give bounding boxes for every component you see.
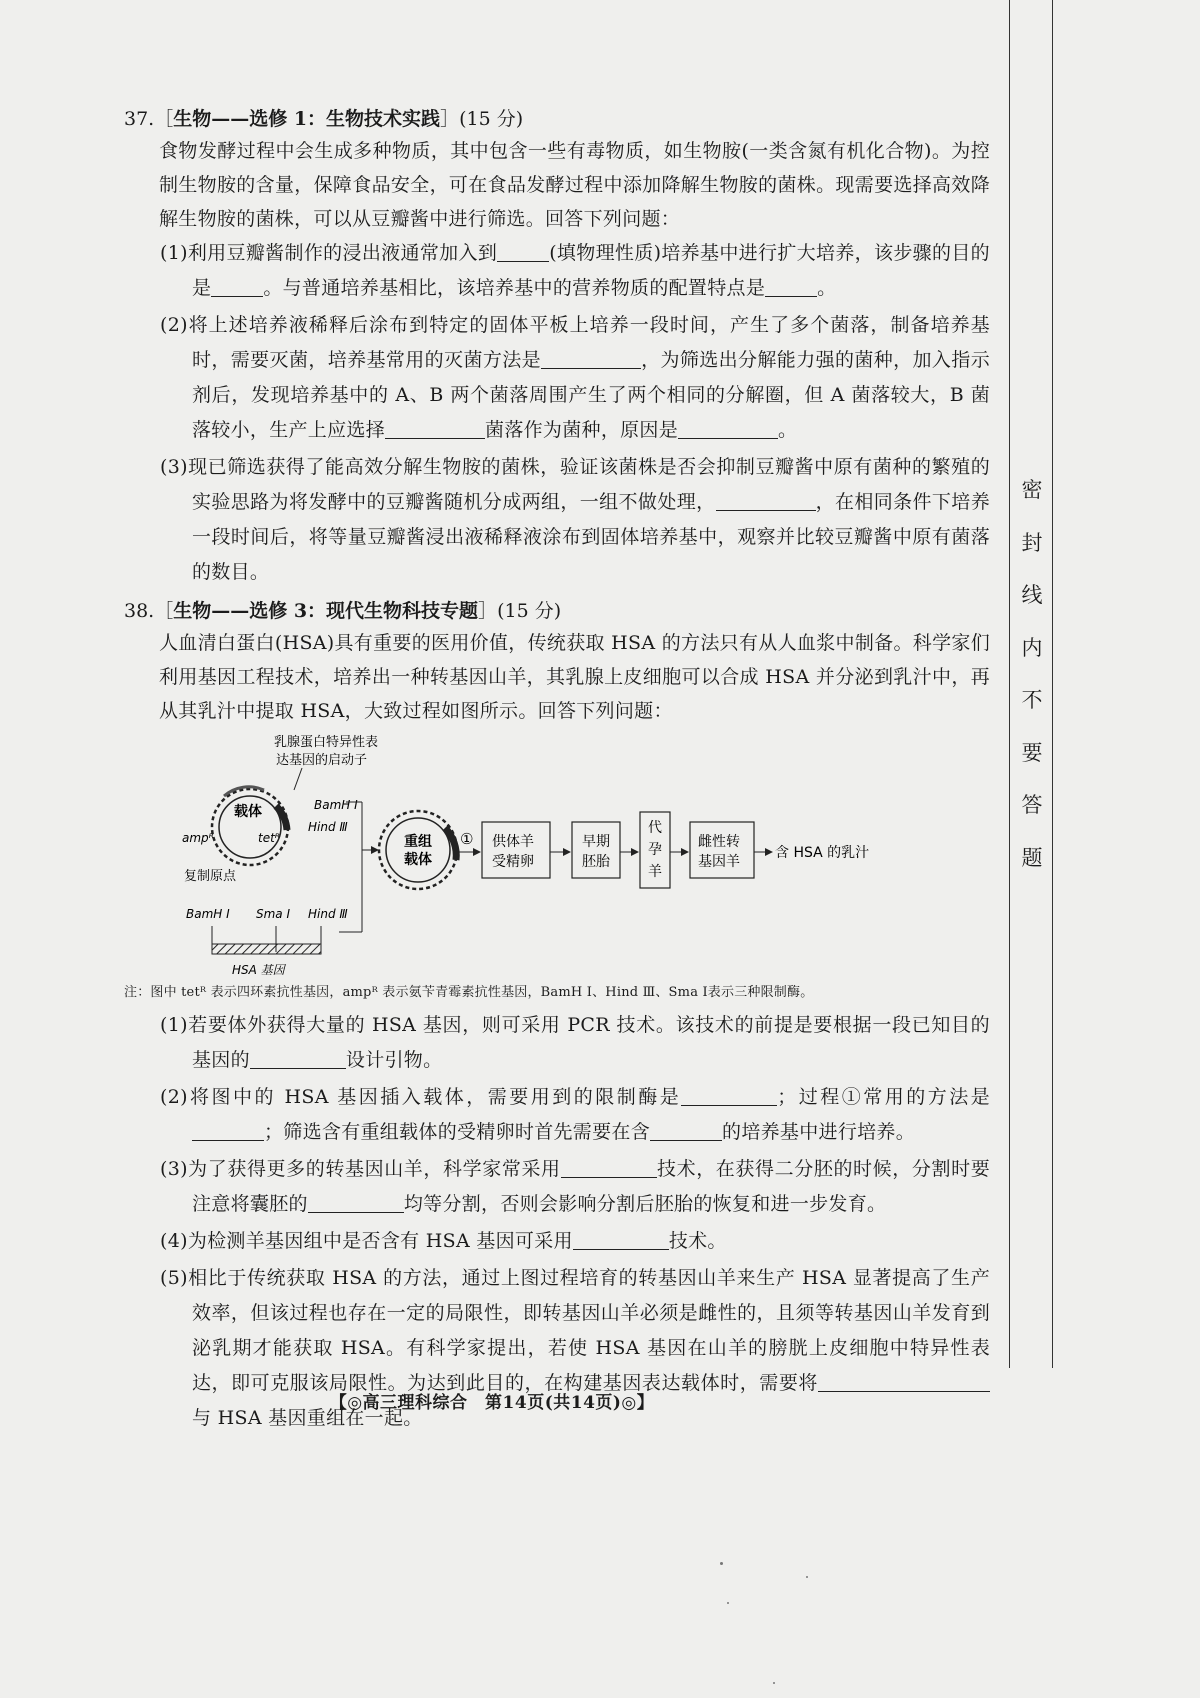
answer-blank[interactable] xyxy=(211,277,263,297)
answer-blank[interactable] xyxy=(308,1193,404,1213)
output-milk-label: 含 HSA 的乳汁 xyxy=(775,845,870,861)
q38-header: 38.［生物——选修 3：现代生物科技专题］(15 分) xyxy=(124,600,562,622)
answer-blank[interactable] xyxy=(716,491,816,511)
q37-sub3: (3)现已筛选获得了能高效分解生物胺的菌株，验证该菌株是否会抑制豆瓣酱中原有菌种的繁殖的实验思路为将发酵中的豆瓣酱随机分成两组，一组不做处理， ，在相同条件下培养一段时间后，将等量豆瓣酱浸出液稀释液涂布到固体培养基中，观察并比较豆瓣酱中原有菌落的数目。 xyxy=(160,456,990,583)
box-surrogate-3: 羊 xyxy=(648,864,662,880)
answer-blank[interactable] xyxy=(650,1121,722,1141)
q38-sub4: (4)为检测羊基因组中是否含有 HSA 基因可采用 技术。 xyxy=(160,1230,727,1252)
q37-intro: 食物发酵过程中会生成多种物质，其中包含一些有毒物质，如生物胺(一类含氮有机化合物)。为控制生物胺的含量，保障食品安全，可在食品发酵过程中添加降解生物胺的菌株。现需要选择高效降解生物胺的菌株，可以从豆瓣酱中进行筛选。回答下列问题： xyxy=(159,140,990,230)
page-footer xyxy=(0,1388,1200,1413)
amp-gene-label: ampᴿ xyxy=(182,831,214,845)
q38-sub1: (1)若要体外获得大量的 HSA 基因，则可采用 PCR 技术。该技术的前提是要根据一段已知目的基因的 设计引物。 xyxy=(160,1014,990,1071)
scan-speck xyxy=(720,1562,723,1565)
box-early-embryo-1: 早期 xyxy=(582,834,610,850)
answer-blank[interactable] xyxy=(765,277,817,297)
promoter-label-2: 达基因的启动子 xyxy=(276,753,368,768)
answer-blank[interactable] xyxy=(192,1121,264,1141)
vector-plasmid xyxy=(212,787,288,865)
gene-bamhi-label: BamH Ⅰ xyxy=(186,907,230,921)
margin-line-left xyxy=(1009,0,1010,1368)
answer-blank[interactable] xyxy=(678,419,778,439)
q38-sub5: (5)相比于传统获取 HSA 的方法，通过上图过程培育的转基因山羊来生产 HSA 显著提高了生产效率，但该过程也存在一定的局限性，即转基因山羊必须是雌性的，且须等转基因山羊发育到泌乳期才能获取 HSA。有科学家提出，若使 HSA 基因在山羊的膀胱上皮细胞中特异性表达，即可克服该局限性。为达到此目的，在构建基因表达载体时，需要将与 HSA 基因重组在一起。 xyxy=(160,1267,990,1429)
scan-speck xyxy=(806,1576,808,1578)
answer-blank[interactable] xyxy=(561,1158,657,1178)
vector-label: 载体 xyxy=(234,804,262,820)
vector-hindiii-label: Hind Ⅲ xyxy=(308,820,348,834)
recombinant-label-2: 载体 xyxy=(404,852,432,868)
recombinant-plasmid xyxy=(379,811,457,889)
seal-char: 要 xyxy=(1021,740,1043,765)
answer-blank[interactable] xyxy=(573,1230,669,1250)
diagram-note: 注：图中 tetᴿ 表示四环素抗性基因，ampᴿ 表示氨苄青霉素抗性基因，BamH Ⅰ、Hind Ⅲ、Sma Ⅰ表示三种限制酶。 xyxy=(124,985,814,1000)
q37-header: 37.［生物——选修 1：生物技术实践］(15 分) xyxy=(124,108,524,130)
margin-line-right xyxy=(1052,0,1053,1368)
box-surrogate-1: 代 xyxy=(648,820,662,836)
hsa-gene-bar xyxy=(212,944,321,954)
answer-blank[interactable] xyxy=(681,1086,777,1106)
step-1-marker: ① xyxy=(460,830,474,848)
seal-char: 封 xyxy=(1021,530,1043,555)
gene-hindiii-label: Hind Ⅲ xyxy=(308,907,348,921)
seal-char: 题 xyxy=(1021,845,1043,870)
seal-char: 不 xyxy=(1021,688,1043,712)
scan-speck xyxy=(773,1682,775,1684)
tet-gene-label: tetᴿ xyxy=(258,831,281,845)
box-transgenic-goat-2: 基因羊 xyxy=(698,854,740,870)
q38-intro: 人血清白蛋白(HSA)具有重要的医用价值，传统获取 HSA 的方法只有从人血浆中制备。科学家们利用基因工程技术，培养出一种转基因山羊，其乳腺上皮细胞可以合成 HSA 并分泌到乳汁中，再从其乳汁中提取 HSA，大致过程如图所示。回答下列问题： xyxy=(159,632,990,722)
hsa-gene-label: HSA 基因 xyxy=(232,963,285,977)
box-early-embryo-2: 胚胎 xyxy=(582,854,610,870)
seal-char: 密 xyxy=(1021,478,1043,502)
q37-sub2: (2)将上述培养液稀释后涂布到特定的固体平板上培养一段时间，产生了多个菌落，制备培养基时，需要灭菌，培养基常用的灭菌方法是 ，为筛选出分解能力强的菌种，加入指示剂后，发现培养基中的 A、B 两个菌落周围产生了两个相同的分解圈，但 A 菌落较大，B 菌落较小，生产上应选择 菌落作为菌种，原因是 。 xyxy=(160,314,990,441)
footer-text: 【◎高三理科综合 第14页(共14页)◎】 xyxy=(329,1393,655,1413)
question-content xyxy=(124,104,990,1436)
answer-blank[interactable] xyxy=(250,1049,346,1069)
seal-char: 内 xyxy=(1021,635,1043,660)
process-figure xyxy=(124,732,990,982)
origin-label: 复制原点 xyxy=(184,869,237,884)
box-transgenic-goat-1: 雌性转 xyxy=(698,834,740,850)
promoter-label-1: 乳腺蛋白特异性表 xyxy=(274,735,379,750)
seal-line-label xyxy=(1012,480,1052,900)
seal-char: 线 xyxy=(1021,583,1043,607)
box-fertilized-egg-2: 受精卵 xyxy=(492,854,534,870)
answer-blank[interactable] xyxy=(385,419,485,439)
q38-sub3: (3)为了获得更多的转基因山羊，科学家常采用 技术，在获得二分胚的时候，分割时要注意将囊胚的 均等分割，否则会影响分割后胚胎的恢复和进一步发育。 xyxy=(160,1158,990,1215)
q38-sub2: (2)将图中的 HSA 基因插入载体，需要用到的限制酶是 ；过程①常用的方法是；筛选含有重组载体的受精卵时首先需要在含 的培养基中进行培养。 xyxy=(160,1086,990,1143)
gene-smai-label: Sma Ⅰ xyxy=(256,907,291,921)
q38-header-title: 生物——选修 3：现代生物科技专题 xyxy=(173,600,479,622)
box-fertilized-egg-1: 供体羊 xyxy=(492,834,534,850)
answer-blank[interactable] xyxy=(497,242,549,262)
gene-engineering-diagram xyxy=(124,732,990,982)
box-surrogate-2: 孕 xyxy=(648,842,662,858)
vector-bamhi-label: BamH Ⅰ xyxy=(314,798,358,812)
recombinant-label-1: 重组 xyxy=(404,834,432,850)
q37-header-title: 生物——选修 1：生物技术实践 xyxy=(173,108,441,130)
seal-char: 答 xyxy=(1021,793,1043,817)
scan-speck xyxy=(727,1602,729,1604)
q37-sub1: (1)利用豆瓣酱制作的浸出液通常加入到 (填物理性质)培养基中进行扩大培养，该步骤的目的是 。与普通培养基相比，该培养基中的营养物质的配置特点是 。 xyxy=(160,242,990,299)
answer-blank[interactable] xyxy=(541,349,641,369)
promoter-pointer xyxy=(294,768,302,790)
